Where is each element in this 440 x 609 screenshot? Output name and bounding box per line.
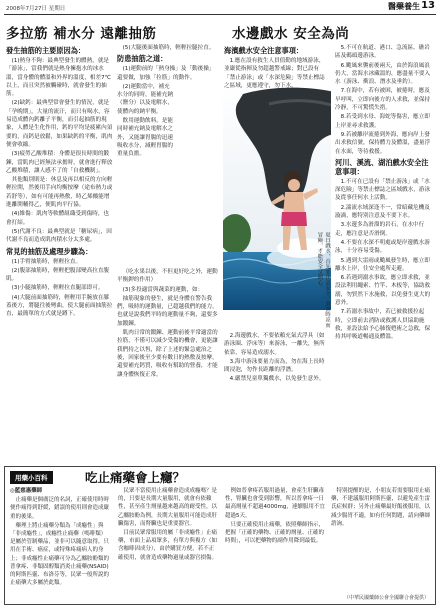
sea-safety-item: 8.若受到水母、海蛇等傷害，應立即上岸並尋求救護。: [335, 114, 430, 129]
river-safety-item: 5.遇到大雷雨或颱風發生時，應立即離水上岸，往安全處所走避。: [335, 257, 430, 272]
section-name: 醫藥養生: [388, 2, 420, 11]
tip-paragraph: （吃水果以後，不但更好吃之外，運動平衡鉀的作用）: [117, 269, 218, 284]
prevention-paragraph: (5)大腿後面抽筋時，輕輕拉腿拉直。: [122, 45, 215, 51]
tip-paragraph: 肌肉日常的鍛鍊、運動前後平常適當的拉筋，不僅可以減少受傷的機會，更能讓我們持之以恆，除了上述的緊急處治之後，回家後至少要有數日的熱敷及按摩，還要補充鈣質，吸收有幫助的營養，才能讓身體恢復正常。: [117, 330, 218, 378]
river-safety-item: 1.不可在已設有「禁止游泳」或「水深危險」等禁止標誌之區域戲水，游泳及從事任何水上活動。: [335, 178, 431, 202]
prevention-paragraph: (2)腹部抽筋時，輕輕把腹部變高拉直腹肌。: [6, 267, 110, 283]
right-article-headline: 水邊戲水 安全為尚: [232, 26, 350, 42]
sea-safety-item: 7.在海中，若有被困，被捲時，應及早呼叫，立即向後方的人求救，並保持冷靜，不可驚慌失措。: [335, 88, 431, 112]
cause-paragraph: 其他類別則是：休息及再以相反的方向輕輕拉開，然後用手向均衡按摩（途布熱力或若舒等），如有可能再熱敷，時乙烯酸能增進離開輔得乙，便肌肉平行協。: [6, 177, 113, 209]
tip-paragraph: (3)多投適當與蔬菜的運動，如：: [122, 286, 204, 293]
left-article-column-1: [6, 44, 113, 462]
box-column-3: [225, 487, 325, 599]
box-paragraph: 藥理上將止痛藥分類為「成癮性」與「非成癮性」，成癮性止痛藥（嗎啡類）是屬於管制藥品，並非可以隨意取得，只用在手術、癌症，或特殊疼痛病人的身上；非成癮性止痛藥可分為乙醯胺酚類的普拿疼、非類固醇類消炎止痛藥(NSAID)的阿斯匹靈、布洛芬等，民眾一般所說的止痛藥大多屬於此類。: [10, 522, 110, 587]
box-paragraph: 特別提醒的是，小朋友若需要服用止痛藥，不建議服用阿斯匹靈，以避免產生雷氏症候群；另外止痛藥最好飯後服用，以減少腸胃不適，如有任何問題，請向藥師諮詢。: [331, 488, 431, 527]
sea-safety-item: 3.海中游泳要量力而為，勿在海上長時間浸泡，勿作長距離的浮潛。: [224, 358, 325, 374]
river-safety-item: 4.不要在水深不明處或堤岸邊戲水游泳，十分容易受傷。: [335, 239, 430, 255]
author-byline: ◎藍慈惠藥師: [10, 488, 43, 494]
tip-paragraph: (2)運動當中，補充水分的同時，能補充鈉（鹽分）以及電解水，使體內的鈉平衡。: [117, 83, 173, 115]
sea-safety-subheading: 海濱戲水安全注意事項：: [224, 46, 304, 55]
issue-date: 2008年7月27日 星期日: [6, 6, 66, 12]
left-article-column-2-continued: [117, 268, 221, 462]
box-paragraph: 只要正確使用止痛藥，依照藥師指示，把握「正確的藥物、正確的劑量、正確的時間」，可以把藥物的副作用降到最低。: [225, 521, 325, 545]
box-paragraph: 目前民眾常服用的屬「非成癮性」止痛藥，市面上品項眾多，有單方與複方（如含咖啡因成分），由於購買方便，若不正確使用，就會造成藥物過量或器官損傷。: [118, 530, 218, 561]
photo-caption: 夏日戲水，首先要注意安全，莫貪時涼而冒險，才能安全又開心。: [316, 232, 330, 328]
sea-safety-item: 1.應在設有救生人員值勤的地域游泳，並嚴從指揮及勿超越警戒線；對已設有「禁止游泳」或「水深危險」等禁止標誌之區域，更應遵守，勿下水。: [224, 58, 325, 89]
box-paragraph: 例如普拿疼若服用過量，會產生肝臟毒性，腎臟也會受到影響，所以普拿疼一日最高劑量不超過4000mg，連續服用不宜超過5天。: [225, 488, 325, 519]
cause-paragraph: (2)缺鈣：最典型常會發生的情況，就是「孕晚期」，大量的流汗，而只有喝水，容易造成體內鈣離子平衡，而引起抽筋的現象，人體是生化作用，鈣的平均是疲累內須要的，而鈣是放鬆，如果缺鈣的平衡，肌肉便會收縮。: [6, 100, 113, 148]
tips-subheading: 防患抽筋之道：: [117, 54, 168, 64]
tip-paragraph: 抽筋現象的發生，就是身體在警告我們，吸時的運動量，已超越我們的能力，也就是說我們平時的運動量不夠，還要多加鍛鍊。: [117, 295, 218, 327]
right-article-column-1-continued: [224, 332, 330, 462]
prevention-paragraph: (4)大腿前面抽筋時，輕輕用手腕放在膝蓋後方，將腿往後彎曲，使大腿前面抽筋拉直，最簡單的方式就是蹲下。: [6, 294, 113, 318]
box-paragraph: 止痛藥是個廣泛的名詞，正確使用時時便作痛得到舒緩，錯誤的使用則會造成嚴重的後果。: [10, 497, 110, 520]
prevention-paragraph: (1)手臂抽筋時，輕輕拉直。: [11, 258, 82, 265]
drug-encyclopedia-box: [4, 466, 436, 605]
box-paragraph: 民眾不當使用止痛藥會造成成癮嗎？是的，只要是長期大量服用，就會有依賴性，甚至產生劑量越來越高的耐受性，以乙醯胺酚為例，長期大量服用可能造成肝臟傷害，而腎臟也是重要器官。: [118, 488, 218, 527]
sea-safety-item: 9.若被離岸流捲到外海，應向岸上發出求救信號，保持體力及體溫，盡量浮在水面，等待救援。: [335, 131, 431, 155]
tip-paragraph: (1)運動前的「熱身操」及「動後操」還要做，加強「拉筋」的動作。: [117, 66, 215, 81]
river-safety-subheading: 河川、溪流、湖泊戲水安全注意事項：: [335, 157, 429, 176]
box-headline: 吃止痛藥會上癮？: [85, 470, 186, 485]
sea-safety-item: 4.嚴禁兒童單獨戲水，以免發生意外。: [229, 376, 325, 383]
left-article-headline: 多拉筋 補水分 遠離抽筋: [6, 26, 157, 42]
sea-safety-item: 5.不可在航道、港口、急流區、礁岩區及碼頭邊游泳。: [335, 45, 430, 60]
sea-safety-item: 6.颱風來襲前後兩天，由於海浪風浪仍大，當海水冰藏溫的，應盡量不要入水（游泳、衝浪、潛水及垂釣）。: [335, 62, 431, 86]
right-article-column-2: [335, 44, 435, 462]
river-safety-item: 6.若遇到溺水事故，應立即求救，並設法利用繩索、竹竿、木板等，協助救溺，勿貿然下水施救，以免發生更大的意外。: [335, 275, 431, 307]
column-tag: 用藥小百科: [10, 471, 53, 484]
river-safety-item: 2.湍流水域深逢不一，常暗藏危機及漩渦，應特別注意及不要下水。: [335, 204, 430, 220]
cause-paragraph: (5)代謝不良：最典型就是「糖尿病」，因代謝不良而造成肌肉積水分太多處。: [6, 228, 112, 244]
prevention-paragraph: (3)小腿抽筋時，輕輕拉直腿部即可。: [11, 285, 104, 292]
page-number: 13: [421, 0, 435, 11]
box-footnote: （中華民國藥師公會全國聯合會提供）: [343, 595, 429, 601]
tip-paragraph: 飲用運動飲料，是能同時補充鈉及電解水之外，又能讓胃腸的迅速吸收水分，減輕胃腸的重量負擔。: [117, 118, 173, 158]
causes-subheading: 發生抽筋的主要原因為：: [6, 46, 86, 55]
river-safety-item: 3.水邊多為滑溜的岩石，在水中行走，應注意是否滑倒。: [335, 222, 425, 237]
box-column-4: [331, 487, 431, 599]
box-column-1: [10, 487, 110, 599]
header-rule: [4, 14, 436, 15]
prevention-subheading: 常見的抽筋及處理步驟為：: [6, 246, 93, 256]
river-safety-item: 7.若溺水事故中，若已被救援拉起時，立即前去消防或救護人員協助施救，並設法給予心肺復甦術之急救，保持其呼吸道暢通及體溫。: [335, 309, 431, 341]
cause-paragraph: (4)維傷：肌肉等軟體組織受到傷時，也會打結。: [6, 211, 110, 226]
sea-safety-item: 2.海邊戲水，不要依賴充氣式浮具（如游泳圈、浮床等）來游泳，一離失，無所依靠，容易造成溺水。: [224, 333, 325, 356]
cause-paragraph: (3)疲勞乙酸堆積：身體是很長時間的鍛鍊，當肌肉已經無法承擔時，就會進行釋放乙酸堆積，讓人感不了的「自救機制」。: [6, 151, 113, 174]
cause-paragraph: (1)熱身不夠：最典型發生的體熱，就是「游泳」，當我們就是熱身擁抱水的冰水溫，當身體的體溫和外界的溫度，相差7℃以上，而且突然被觸碰時，就會發生的抽筋。: [6, 58, 111, 98]
box-column-2: [118, 487, 218, 599]
right-article-column-1: [224, 44, 330, 224]
